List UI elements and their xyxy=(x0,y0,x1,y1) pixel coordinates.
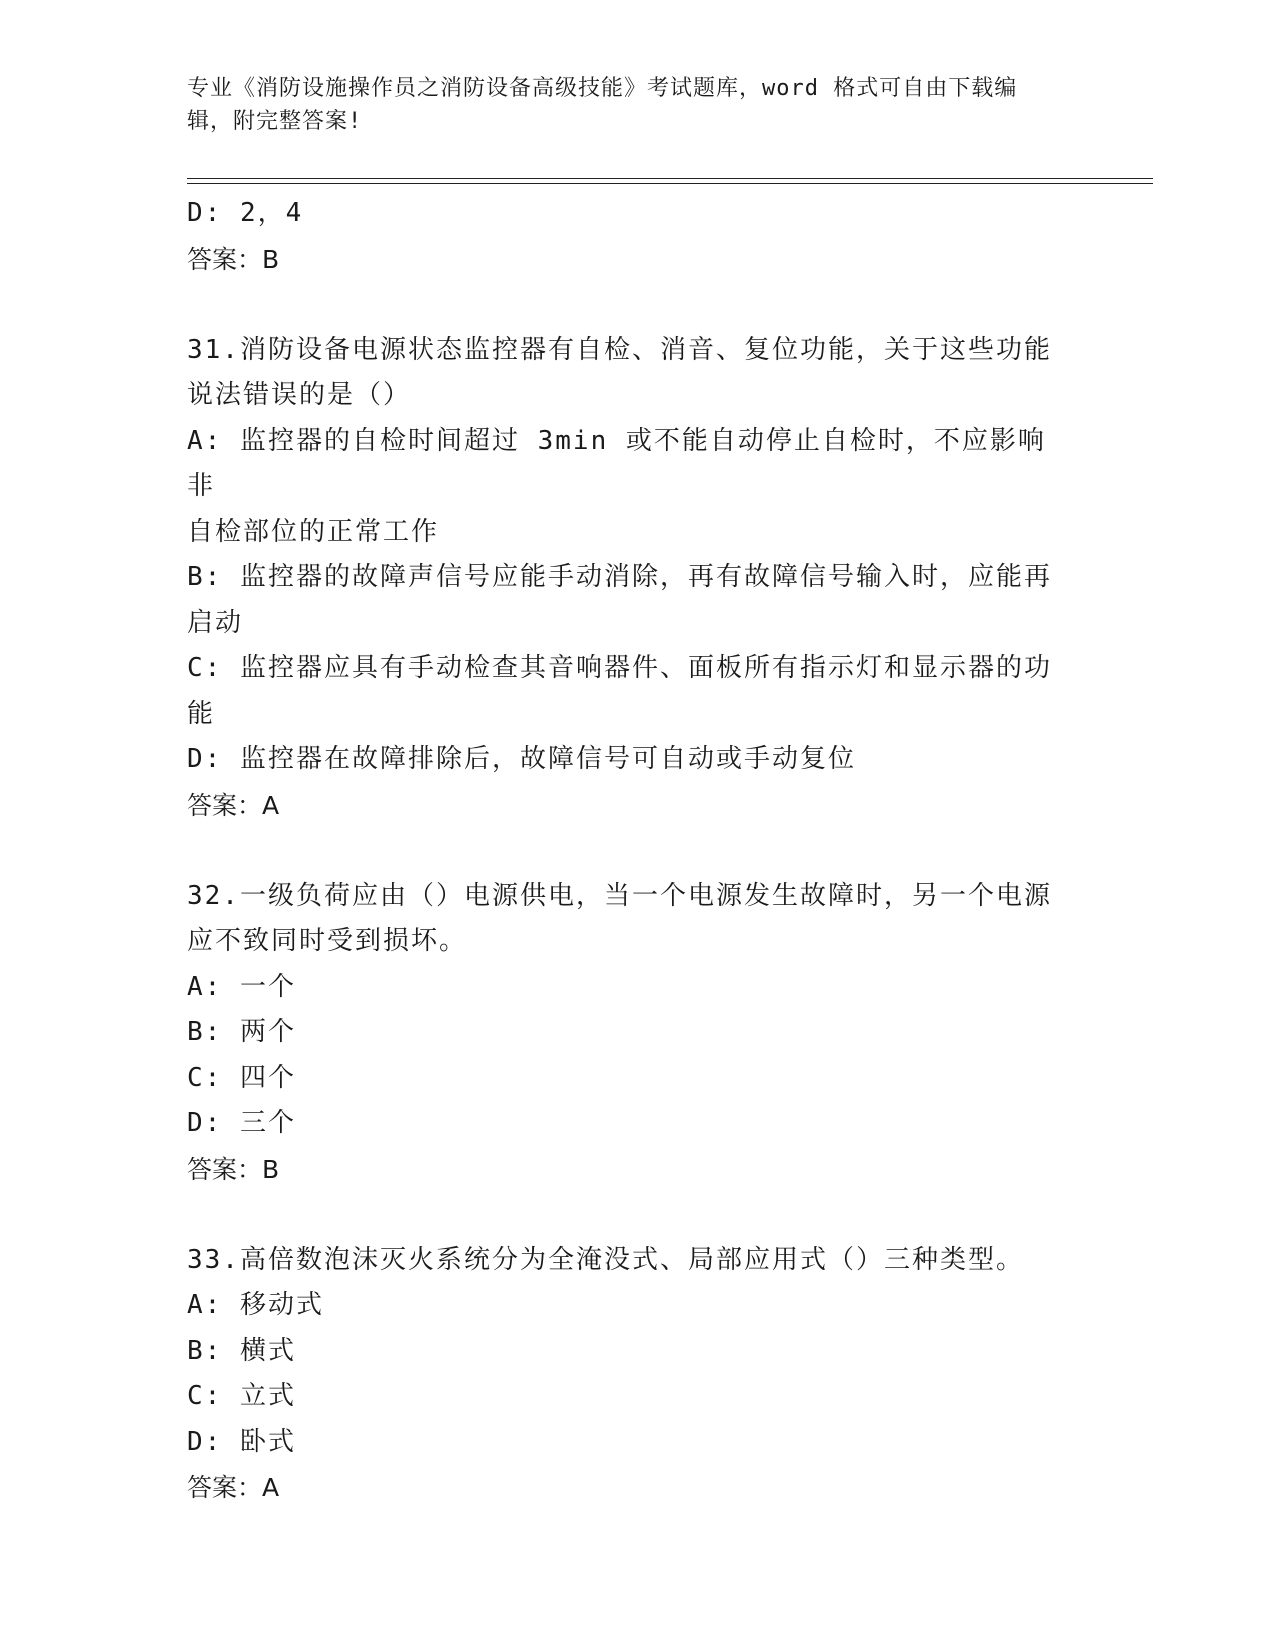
option-c: C: 立式 xyxy=(187,1381,296,1411)
option-b: B: 横式 xyxy=(187,1335,296,1366)
option-b: B: 两个 xyxy=(187,1017,296,1047)
question-stem: 说法错误的是（） xyxy=(187,380,412,410)
option-a: A: 移动式 xyxy=(187,1290,324,1320)
answer-line: 答案：A xyxy=(187,790,280,820)
option-c: C: 监控器应具有手动检查其音响器件、面板所有指示灯和显示器的功 xyxy=(187,653,1052,683)
option-a: 自检部位的正常工作 xyxy=(187,516,440,547)
option-a: A: 监控器的自检时间超过 3min 或不能自动停止自检时，不应影响非 xyxy=(187,425,1046,501)
answer-line: 答案：B xyxy=(187,1154,280,1184)
option-c: C: 四个 xyxy=(187,1062,296,1093)
question-stem: 33.高倍数泡沫灭火系统分为全淹没式、局部应用式（）三种类型。 xyxy=(187,1244,1024,1275)
header-line: 专业《消防设施操作员之消防设备高级技能》考试题库，word 格式可自由下载编 xyxy=(187,76,1018,101)
question-content xyxy=(187,191,1067,1511)
option-a: A: 一个 xyxy=(187,971,296,1002)
question-stem: 应不致同时受到损坏。 xyxy=(187,926,468,956)
question-stem: 31.消防设备电源状态监控器有自检、消音、复位功能，关于这些功能 xyxy=(187,334,1052,365)
option-d: D: 卧式 xyxy=(187,1426,296,1457)
spacer xyxy=(187,282,1067,328)
spacer xyxy=(187,1192,1067,1238)
option-b: B: 监控器的故障声信号应能手动消除，再有故障信号输入时，应能再 xyxy=(187,562,1052,592)
answer-line: 答案：B xyxy=(187,244,280,274)
header-line: 辑，附完整答案! xyxy=(187,109,363,134)
option-d: D: 2，4 xyxy=(187,198,304,228)
question-stem: 32.一级负荷应由（）电源供电，当一个电源发生故障时，另一个电源 xyxy=(187,880,1052,911)
document-header xyxy=(187,72,1067,138)
header-divider xyxy=(187,183,1153,184)
option-d: D: 监控器在故障排除后，故障信号可自动或手动复位 xyxy=(187,744,856,774)
answer-line: 答案：A xyxy=(187,1473,280,1502)
option-c: 能 xyxy=(187,698,216,729)
option-d: D: 三个 xyxy=(187,1108,296,1138)
spacer xyxy=(187,828,1067,874)
header-divider xyxy=(187,178,1153,179)
option-b: 启动 xyxy=(187,607,244,638)
